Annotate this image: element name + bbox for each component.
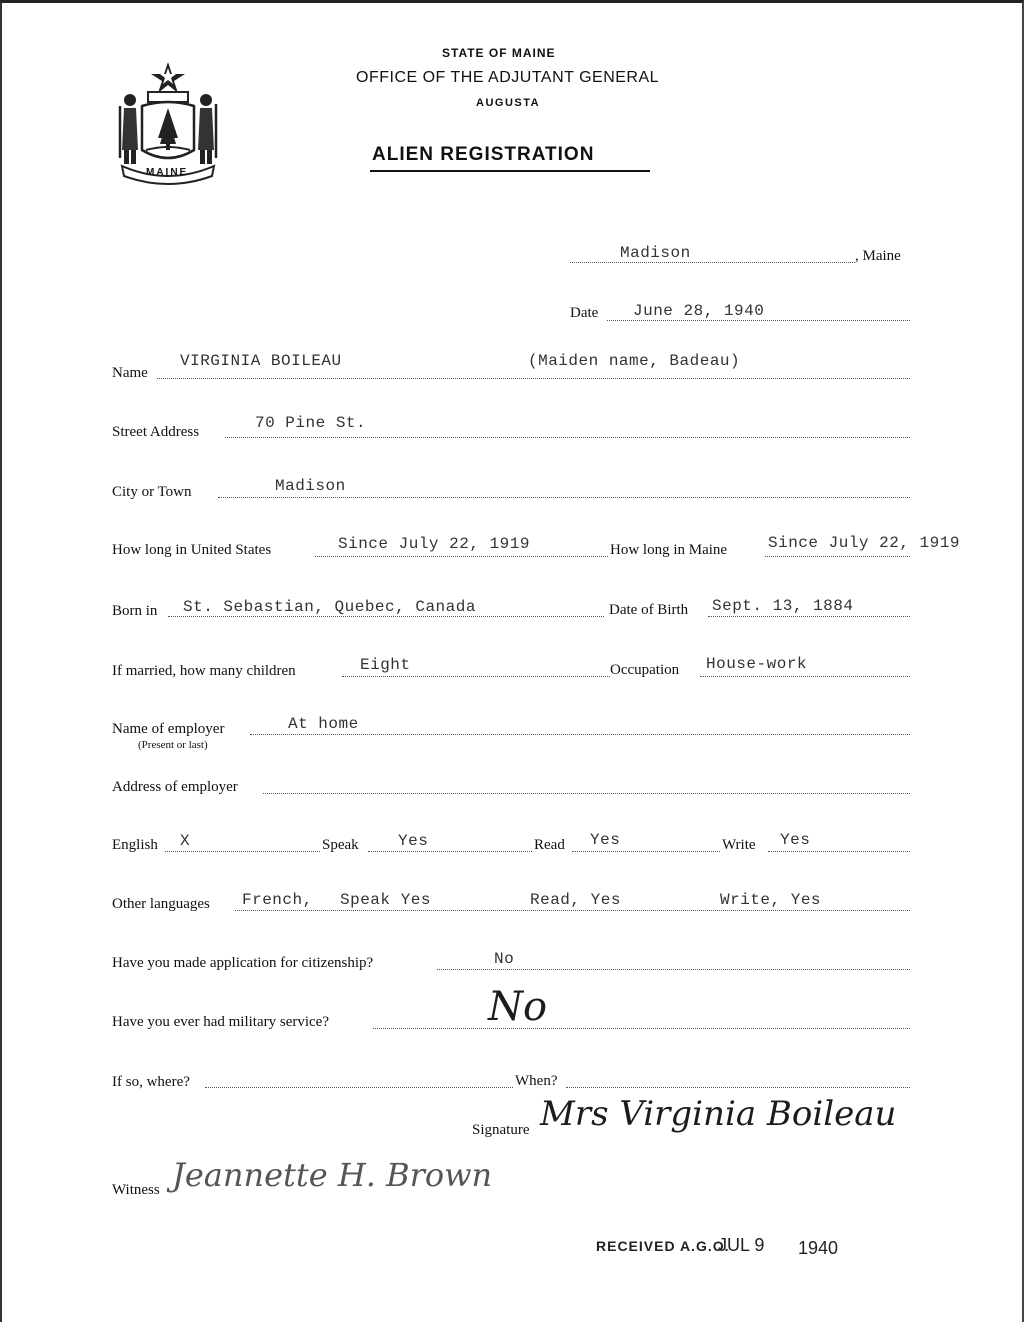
city-line: [218, 497, 910, 498]
location-line: [570, 262, 855, 263]
date-value: June 28, 1940: [633, 302, 765, 320]
maine-duration-label: How long in Maine: [610, 542, 728, 558]
military-label: Have you ever had military service?: [112, 1014, 329, 1030]
street-line: [225, 437, 910, 438]
employer-label: Name of employer: [112, 721, 225, 737]
street-label: Street Address: [112, 424, 200, 440]
header-city: AUGUSTA: [476, 97, 541, 109]
name-label: Name: [112, 365, 148, 381]
occupation-value: House-work: [706, 655, 808, 673]
born-in-line: [168, 616, 604, 617]
street-value: 70 Pine St.: [255, 414, 367, 432]
date-line: [607, 320, 910, 321]
witness-value: Jeannette H. Brown: [172, 1156, 493, 1194]
birth-date-line: [708, 616, 910, 617]
occupation-line: [700, 676, 910, 677]
birth-date-label: Date of Birth: [609, 602, 689, 618]
english-speak-value: Yes: [398, 832, 429, 850]
born-in-label: Born in: [112, 603, 158, 619]
signature-label: Signature: [472, 1122, 530, 1138]
header-office: OFFICE OF THE ADJUTANT GENERAL: [356, 69, 660, 86]
when-line: [566, 1087, 910, 1088]
witness-label: Witness: [112, 1182, 160, 1198]
maine-duration-line: [765, 556, 910, 557]
seal-banner-label: MAINE: [146, 167, 189, 178]
city-value: Madison: [275, 477, 346, 495]
english-speak-label: Speak: [322, 837, 359, 853]
name-value: VIRGINIA BOILEAU: [180, 352, 342, 370]
maiden-name-note: (Maiden name, Badeau): [528, 352, 741, 370]
other-languages-speak: Speak Yes: [340, 891, 431, 909]
title-underline: [370, 170, 650, 172]
employer-sublabel: (Present or last): [138, 739, 208, 751]
english-read-value: Yes: [590, 831, 621, 849]
when-label: When?: [515, 1073, 558, 1089]
english-read-label: Read: [534, 837, 565, 853]
born-in-value: St. Sebastian, Quebec, Canada: [183, 598, 476, 616]
employer-value: At home: [288, 715, 359, 733]
military-line: [373, 1028, 910, 1029]
received-stamp-text: RECEIVED A.G.O.: [596, 1238, 730, 1254]
english-label: English: [112, 837, 158, 853]
citizenship-value: No: [494, 950, 515, 968]
citizenship-line: [437, 969, 910, 970]
maine-duration-value: Since July 22, 1919: [768, 534, 960, 552]
city-label: City or Town: [112, 484, 192, 500]
children-line: [342, 676, 610, 677]
where-label: If so, where?: [112, 1074, 190, 1090]
employer-address-line: [263, 793, 910, 794]
location-value: Madison: [620, 244, 691, 262]
form-title: ALIEN REGISTRATION: [372, 144, 595, 165]
english-line: [165, 851, 320, 852]
us-duration-label: How long in United States: [112, 542, 272, 558]
english-speak-line: [368, 851, 532, 852]
header-state: STATE OF MAINE: [442, 46, 556, 60]
military-value: No: [488, 984, 548, 1030]
location-suffix: , Maine: [855, 248, 901, 264]
received-stamp-date: JUL 9: [718, 1235, 765, 1255]
other-languages-label: Other languages: [112, 896, 210, 912]
other-languages-write: Write, Yes: [720, 891, 822, 909]
name-line: [157, 378, 910, 379]
signature-value: Mrs Virginia Boileau: [540, 1094, 897, 1134]
english-value: X: [180, 832, 191, 850]
birth-date-value: Sept. 13, 1884: [712, 597, 854, 615]
children-value: Eight: [360, 656, 411, 674]
english-write-value: Yes: [780, 831, 811, 849]
english-write-label: Write: [722, 837, 756, 853]
english-write-line: [768, 851, 910, 852]
other-languages-line: [235, 910, 910, 911]
date-label: Date: [570, 305, 599, 321]
received-stamp-year: 1940: [798, 1238, 839, 1258]
other-languages-read: Read, Yes: [530, 891, 621, 909]
employer-line: [250, 734, 910, 735]
children-label: If married, how many children: [112, 663, 296, 679]
english-read-line: [572, 851, 720, 852]
us-duration-value: Since July 22, 1919: [338, 535, 530, 553]
where-line: [205, 1087, 513, 1088]
employer-address-label: Address of employer: [112, 779, 238, 795]
us-duration-line: [315, 556, 608, 557]
occupation-label: Occupation: [610, 662, 680, 678]
other-languages-value: French,: [242, 891, 313, 909]
citizenship-label: Have you made application for citizenship?: [112, 955, 374, 971]
